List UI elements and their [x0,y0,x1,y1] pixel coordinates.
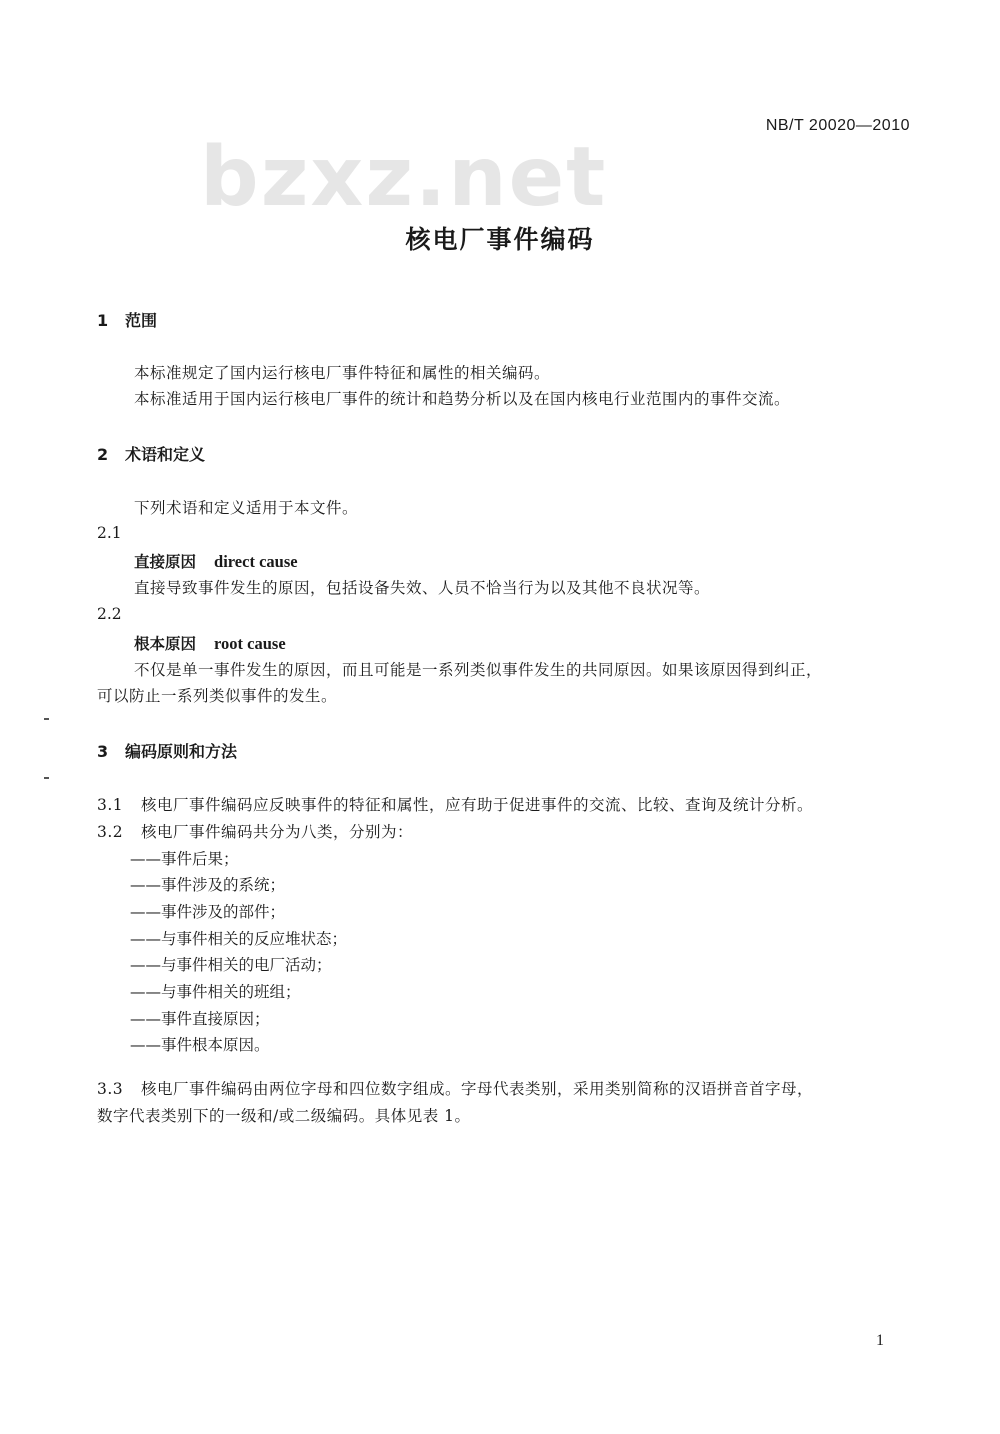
section-number: 3 [97,742,109,761]
section-number: 1 [97,311,109,330]
watermark: bzxz.net [200,130,608,225]
term-definition-cont: 可以防止一系列类似事件的发生。 [97,687,338,705]
clause-3-3 [97,1077,813,1099]
paragraph: 下列术语和定义适用于本文件。 [134,499,359,517]
clause-text: 核电厂事件编码由两位字母和四位数字组成。字母代表类别，采用类别简称的汉语拼音首字母， [141,1080,814,1098]
clause-number: 2.2 [97,605,122,623]
category-item: ——与事件相关的反应堆状态； [130,930,348,948]
scan-speck [44,718,49,720]
category-item: ——事件根本原因。 [130,1036,270,1054]
category-item: ——与事件相关的电厂活动； [130,956,332,974]
clause-number: 2.1 [97,524,122,542]
document-title: 核电厂事件编码 [405,225,595,254]
scan-speck [44,777,49,779]
category-item: ——事件涉及的系统； [130,876,286,894]
term-chinese: 根本原因 [134,635,197,653]
category-item: ——事件直接原因； [130,1010,270,1028]
term-heading [134,550,298,572]
term-definition: 直接导致事件发生的原因，包括设备失效、人员不恰当行为以及其他不良状况等。 [134,579,711,597]
clause-number: 3.1 [97,796,124,814]
section-3-heading [97,739,237,762]
section-number: 2 [97,445,109,464]
term-english: root cause [214,634,286,653]
paragraph: 本标准规定了国内运行核电厂事件特征和属性的相关编码。 [134,364,551,382]
clause-number: 3.3 [97,1080,124,1098]
section-title: 编码原则和方法 [125,742,238,761]
term-chinese: 直接原因 [134,553,197,571]
page-number: 1 [876,1332,884,1349]
term-english: direct cause [214,552,298,571]
paragraph: 本标准适用于国内运行核电厂事件的统计和趋势分析以及在国内核电行业范围内的事件交流。 [134,390,791,408]
term-definition: 不仅是单一事件发生的原因，而且可能是一系列类似事件发生的共同原因。如果该原因得到纠正， [134,661,823,679]
section-1-heading [97,308,157,331]
term-heading [134,632,286,654]
section-title: 术语和定义 [125,445,206,464]
standard-number: NB/T 20020—2010 [765,117,910,134]
category-item: ——事件涉及的部件； [130,903,286,921]
section-2-heading [97,442,205,465]
clause-text: 核电厂事件编码应反映事件的特征和属性，应有助于促进事件的交流、比较、查询及统计分析。 [141,796,814,814]
category-item: ——事件后果； [130,850,239,868]
clause-3-3-cont: 数字代表类别下的一级和/或二级编码。具体见表 1。 [97,1107,471,1125]
clause-3-2 [97,820,413,842]
clause-3-1 [97,793,813,815]
section-title: 范围 [125,311,158,330]
clause-text: 核电厂事件编码共分为八类，分别为： [141,823,414,841]
clause-number: 3.2 [97,823,124,841]
category-item: ——与事件相关的班组； [130,983,301,1001]
